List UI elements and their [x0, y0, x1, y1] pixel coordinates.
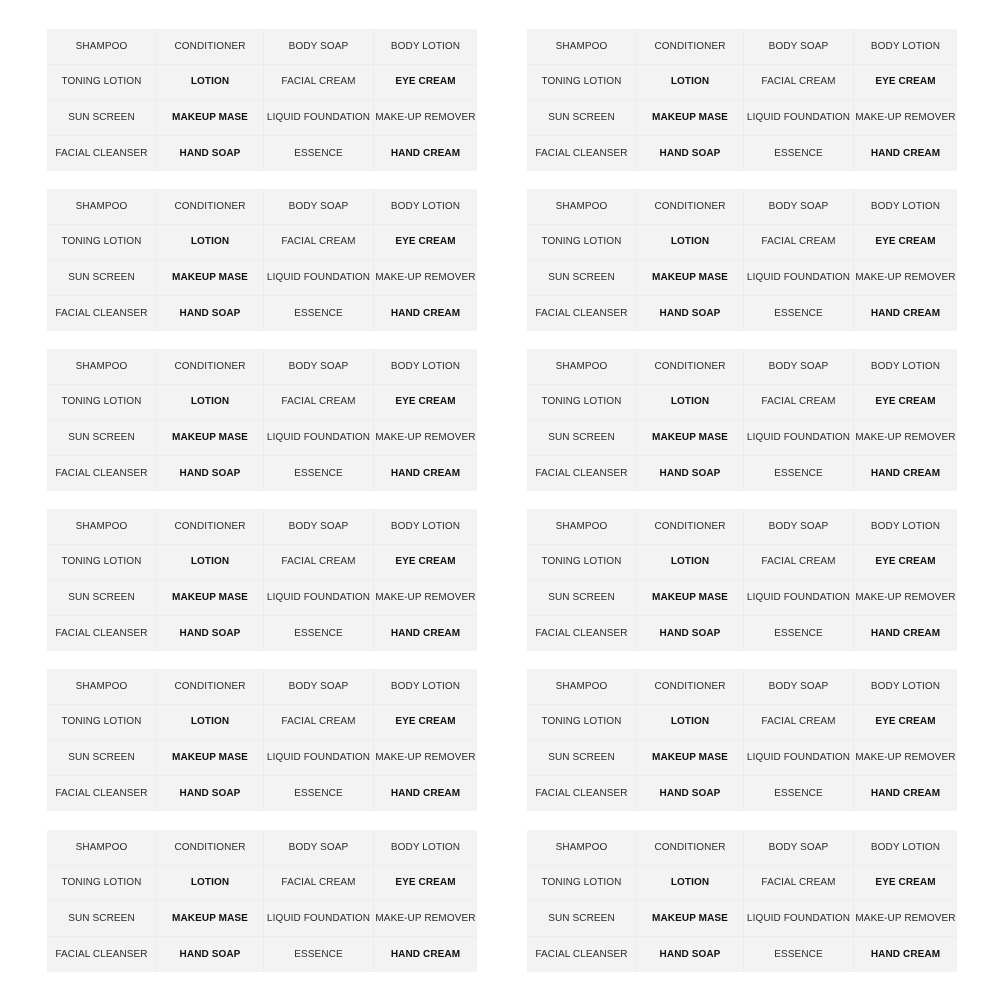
label-sticker: BODY SOAP	[744, 29, 854, 65]
label-sticker: LIQUID FOUNDATION	[264, 100, 374, 136]
label-sticker: BODY SOAP	[264, 189, 374, 225]
label-sticker: MAKE-UP REMOVER	[854, 420, 957, 456]
label-sticker: EYE CREAM	[854, 225, 957, 261]
label-sticker: LIQUID FOUNDATION	[264, 901, 374, 937]
label-sticker: TONING LOTION	[47, 65, 157, 101]
label-sticker: LOTION	[637, 866, 744, 902]
label-sticker: BODY SOAP	[264, 29, 374, 65]
label-sticker: MAKE-UP REMOVER	[374, 420, 477, 456]
label-sticker: SUN SCREEN	[47, 100, 157, 136]
label-sticker: SHAMPOO	[527, 29, 637, 65]
label-sticker: HAND SOAP	[157, 937, 264, 973]
label-sticker: HAND CREAM	[854, 136, 957, 172]
label-sticker: ESSENCE	[744, 616, 854, 652]
label-sticker: TONING LOTION	[47, 225, 157, 261]
label-sheet	[527, 189, 957, 331]
label-sticker: FACIAL CREAM	[744, 705, 854, 741]
label-sticker: SUN SCREEN	[527, 580, 637, 616]
label-sticker: LIQUID FOUNDATION	[744, 740, 854, 776]
label-sheet	[527, 349, 957, 491]
label-sticker: HAND SOAP	[157, 296, 264, 332]
label-sticker: HAND CREAM	[374, 937, 477, 973]
label-sticker: CONDITIONER	[637, 509, 744, 545]
label-sticker: BODY SOAP	[744, 830, 854, 866]
label-sticker: FACIAL CREAM	[264, 866, 374, 902]
label-sticker: MAKEUP MASE	[637, 260, 744, 296]
label-sticker: MAKEUP MASE	[157, 260, 264, 296]
label-sticker: LIQUID FOUNDATION	[264, 580, 374, 616]
label-sticker: MAKE-UP REMOVER	[854, 740, 957, 776]
label-sticker: CONDITIONER	[637, 189, 744, 225]
label-sticker: CONDITIONER	[157, 29, 264, 65]
label-sticker: CONDITIONER	[157, 349, 264, 385]
label-sticker: LOTION	[157, 225, 264, 261]
label-sticker: MAKE-UP REMOVER	[854, 580, 957, 616]
label-sticker: HAND SOAP	[157, 136, 264, 172]
label-sticker: SHAMPOO	[47, 509, 157, 545]
label-sticker: HAND SOAP	[637, 937, 744, 973]
label-sticker: BODY SOAP	[744, 669, 854, 705]
label-sticker: MAKEUP MASE	[157, 740, 264, 776]
label-sticker: SHAMPOO	[527, 830, 637, 866]
label-sticker: HAND CREAM	[374, 136, 477, 172]
label-sticker: BODY LOTION	[854, 189, 957, 225]
label-sticker: LIQUID FOUNDATION	[264, 420, 374, 456]
label-sticker: LOTION	[157, 65, 264, 101]
label-sticker: MAKE-UP REMOVER	[374, 740, 477, 776]
label-sheet	[47, 509, 477, 651]
label-sticker: FACIAL CLEANSER	[47, 456, 157, 492]
label-sticker: MAKE-UP REMOVER	[374, 260, 477, 296]
label-sticker: TONING LOTION	[527, 385, 637, 421]
label-sticker: CONDITIONER	[157, 189, 264, 225]
label-sticker: FACIAL CLEANSER	[527, 776, 637, 812]
label-sticker: EYE CREAM	[374, 545, 477, 581]
label-sticker: MAKEUP MASE	[637, 580, 744, 616]
label-sticker: FACIAL CREAM	[744, 545, 854, 581]
label-sticker: CONDITIONER	[637, 830, 744, 866]
label-sticker: FACIAL CREAM	[264, 225, 374, 261]
label-sticker: BODY LOTION	[374, 189, 477, 225]
label-sticker: TONING LOTION	[47, 385, 157, 421]
label-sticker: FACIAL CREAM	[744, 866, 854, 902]
label-sticker: MAKEUP MASE	[637, 100, 744, 136]
label-sticker: SHAMPOO	[47, 349, 157, 385]
label-sticker: HAND SOAP	[157, 456, 264, 492]
label-sticker: LOTION	[637, 225, 744, 261]
label-sticker: FACIAL CLEANSER	[527, 937, 637, 973]
label-sticker: BODY LOTION	[854, 349, 957, 385]
label-sticker: BODY SOAP	[744, 349, 854, 385]
label-sticker: SHAMPOO	[527, 189, 637, 225]
label-sticker: ESSENCE	[744, 937, 854, 973]
label-sticker: MAKEUP MASE	[157, 420, 264, 456]
label-sticker: TONING LOTION	[527, 866, 637, 902]
label-sticker: BODY LOTION	[854, 29, 957, 65]
label-sticker: HAND CREAM	[854, 776, 957, 812]
label-sticker: FACIAL CREAM	[744, 225, 854, 261]
label-sticker: CONDITIONER	[157, 830, 264, 866]
label-sticker: BODY SOAP	[264, 830, 374, 866]
label-sticker: MAKE-UP REMOVER	[374, 580, 477, 616]
label-sticker: BODY SOAP	[264, 509, 374, 545]
label-sticker: MAKE-UP REMOVER	[374, 100, 477, 136]
label-sticker: SHAMPOO	[527, 669, 637, 705]
label-sticker: MAKEUP MASE	[157, 100, 264, 136]
label-sheet	[47, 349, 477, 491]
label-sticker: LOTION	[157, 866, 264, 902]
label-sticker: FACIAL CREAM	[744, 385, 854, 421]
label-sticker: ESSENCE	[264, 776, 374, 812]
label-sticker: CONDITIONER	[637, 669, 744, 705]
label-sticker: HAND SOAP	[157, 776, 264, 812]
label-sticker: HAND CREAM	[374, 616, 477, 652]
label-sticker: FACIAL CREAM	[744, 65, 854, 101]
label-sticker: SUN SCREEN	[527, 420, 637, 456]
label-sticker: SHAMPOO	[47, 830, 157, 866]
label-sticker: MAKEUP MASE	[637, 420, 744, 456]
label-sticker: FACIAL CLEANSER	[527, 296, 637, 332]
label-sticker: LOTION	[157, 385, 264, 421]
label-sticker: FACIAL CLEANSER	[47, 937, 157, 973]
label-sticker: SUN SCREEN	[47, 420, 157, 456]
label-sticker: ESSENCE	[744, 456, 854, 492]
label-sticker: EYE CREAM	[854, 705, 957, 741]
label-sticker: LIQUID FOUNDATION	[744, 100, 854, 136]
label-sticker: FACIAL CLEANSER	[47, 296, 157, 332]
label-sticker: HAND SOAP	[637, 296, 744, 332]
label-sticker: FACIAL CREAM	[264, 705, 374, 741]
label-sticker: HAND CREAM	[374, 296, 477, 332]
label-sticker: SUN SCREEN	[527, 100, 637, 136]
label-sheet	[527, 29, 957, 171]
label-sticker: HAND CREAM	[854, 296, 957, 332]
label-sticker: BODY LOTION	[854, 509, 957, 545]
label-sticker: MAKE-UP REMOVER	[854, 901, 957, 937]
label-sticker: FACIAL CREAM	[264, 65, 374, 101]
label-sticker: BODY LOTION	[374, 830, 477, 866]
label-sticker: EYE CREAM	[374, 705, 477, 741]
label-sticker: FACIAL CREAM	[264, 385, 374, 421]
label-sticker: SHAMPOO	[47, 29, 157, 65]
label-sticker: ESSENCE	[264, 456, 374, 492]
label-sticker: SUN SCREEN	[527, 901, 637, 937]
label-sticker: LOTION	[637, 545, 744, 581]
label-sticker: MAKEUP MASE	[157, 901, 264, 937]
label-sticker: BODY SOAP	[264, 349, 374, 385]
label-sticker: EYE CREAM	[854, 545, 957, 581]
label-sticker: BODY SOAP	[744, 189, 854, 225]
label-sticker: LIQUID FOUNDATION	[264, 740, 374, 776]
label-sticker: HAND CREAM	[374, 456, 477, 492]
label-sticker: MAKEUP MASE	[157, 580, 264, 616]
label-sticker: ESSENCE	[744, 776, 854, 812]
label-sheet	[527, 669, 957, 811]
label-sticker: SUN SCREEN	[527, 740, 637, 776]
label-sticker: BODY SOAP	[264, 669, 374, 705]
label-sheet	[47, 189, 477, 331]
label-sticker: TONING LOTION	[47, 545, 157, 581]
label-sticker: EYE CREAM	[374, 225, 477, 261]
label-sticker: LOTION	[637, 65, 744, 101]
label-sticker: CONDITIONER	[637, 349, 744, 385]
label-sticker: FACIAL CLEANSER	[47, 776, 157, 812]
label-sticker: SUN SCREEN	[47, 260, 157, 296]
label-sticker: MAKE-UP REMOVER	[374, 901, 477, 937]
label-sticker: TONING LOTION	[527, 545, 637, 581]
label-sticker: FACIAL CLEANSER	[527, 136, 637, 172]
label-sticker: LIQUID FOUNDATION	[744, 420, 854, 456]
label-sticker: LOTION	[157, 705, 264, 741]
label-sticker: MAKE-UP REMOVER	[854, 100, 957, 136]
label-sticker: SHAMPOO	[47, 189, 157, 225]
label-sticker: HAND CREAM	[854, 456, 957, 492]
label-sticker: ESSENCE	[744, 136, 854, 172]
label-sticker: HAND SOAP	[637, 136, 744, 172]
label-sticker: SHAMPOO	[527, 509, 637, 545]
label-sticker: BODY LOTION	[854, 830, 957, 866]
label-sticker: ESSENCE	[264, 136, 374, 172]
label-sticker: BODY SOAP	[744, 509, 854, 545]
label-sticker: FACIAL CLEANSER	[527, 616, 637, 652]
label-sticker: HAND SOAP	[637, 456, 744, 492]
label-sticker: FACIAL CLEANSER	[47, 136, 157, 172]
label-sticker: CONDITIONER	[157, 509, 264, 545]
label-sticker: EYE CREAM	[854, 385, 957, 421]
label-sheet	[527, 509, 957, 651]
label-sticker: HAND CREAM	[854, 616, 957, 652]
label-sheet	[47, 830, 477, 972]
label-sticker: SUN SCREEN	[47, 580, 157, 616]
label-sticker: TONING LOTION	[47, 705, 157, 741]
label-sticker: SHAMPOO	[527, 349, 637, 385]
label-sticker: SHAMPOO	[47, 669, 157, 705]
label-sheet	[47, 29, 477, 171]
label-sticker: MAKEUP MASE	[637, 740, 744, 776]
label-sticker: BODY LOTION	[374, 349, 477, 385]
label-sticker: CONDITIONER	[637, 29, 744, 65]
label-sticker: LIQUID FOUNDATION	[264, 260, 374, 296]
label-sticker: EYE CREAM	[374, 866, 477, 902]
label-sticker: BODY LOTION	[374, 669, 477, 705]
label-sticker: MAKEUP MASE	[637, 901, 744, 937]
label-sticker: EYE CREAM	[854, 866, 957, 902]
label-sheet	[47, 669, 477, 811]
label-sticker: TONING LOTION	[47, 866, 157, 902]
label-sticker: BODY LOTION	[374, 509, 477, 545]
label-sticker: SUN SCREEN	[47, 740, 157, 776]
label-sticker: LOTION	[157, 545, 264, 581]
label-sticker: HAND SOAP	[157, 616, 264, 652]
label-sticker: BODY LOTION	[374, 29, 477, 65]
label-sticker: CONDITIONER	[157, 669, 264, 705]
label-sticker: MAKE-UP REMOVER	[854, 260, 957, 296]
label-sticker: LOTION	[637, 705, 744, 741]
label-sticker: HAND SOAP	[637, 776, 744, 812]
label-sheet	[527, 830, 957, 972]
label-sticker: FACIAL CLEANSER	[527, 456, 637, 492]
label-sticker: SUN SCREEN	[527, 260, 637, 296]
label-sticker: LIQUID FOUNDATION	[744, 580, 854, 616]
label-sticker: TONING LOTION	[527, 65, 637, 101]
label-sticker: EYE CREAM	[854, 65, 957, 101]
label-sticker: SUN SCREEN	[47, 901, 157, 937]
label-sticker: TONING LOTION	[527, 705, 637, 741]
label-sticker: FACIAL CREAM	[264, 545, 374, 581]
label-sticker: LIQUID FOUNDATION	[744, 901, 854, 937]
label-sticker: LOTION	[637, 385, 744, 421]
label-sticker: BODY LOTION	[854, 669, 957, 705]
label-sticker: ESSENCE	[264, 937, 374, 973]
label-sticker: FACIAL CLEANSER	[47, 616, 157, 652]
label-sticker: EYE CREAM	[374, 65, 477, 101]
label-sticker: ESSENCE	[264, 296, 374, 332]
label-sticker: HAND CREAM	[374, 776, 477, 812]
label-sticker: LIQUID FOUNDATION	[744, 260, 854, 296]
label-sticker: ESSENCE	[264, 616, 374, 652]
label-sticker: HAND SOAP	[637, 616, 744, 652]
label-sticker: ESSENCE	[744, 296, 854, 332]
label-sticker: TONING LOTION	[527, 225, 637, 261]
label-sticker: EYE CREAM	[374, 385, 477, 421]
label-sticker: HAND CREAM	[854, 937, 957, 973]
